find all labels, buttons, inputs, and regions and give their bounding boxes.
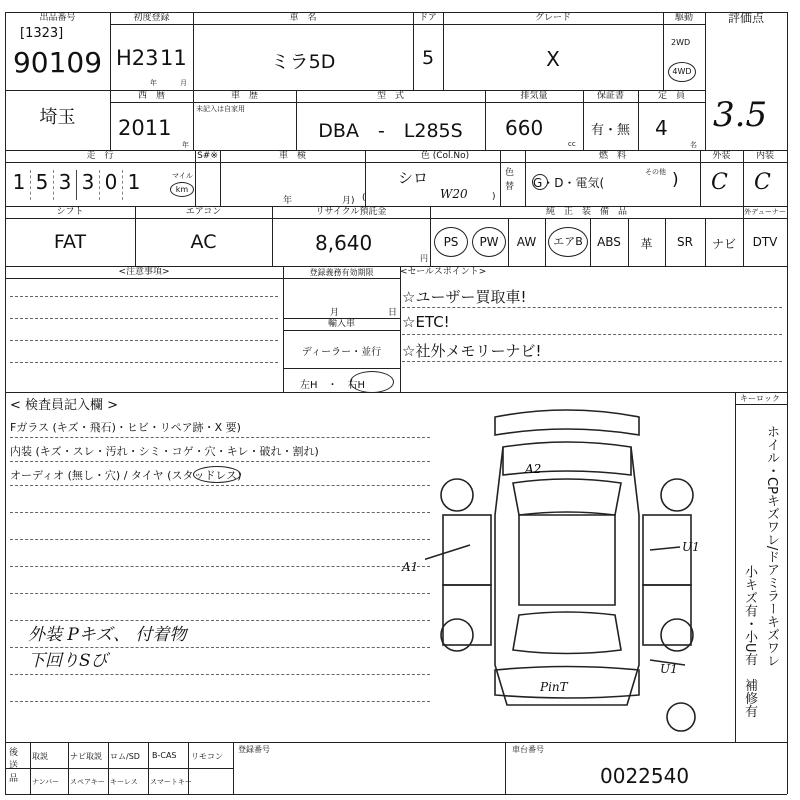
mile-unit: マイル [172,172,193,180]
lot-no-label: 出品番号 [39,13,76,23]
year: 2011 [118,116,172,140]
model-label: 型 式 [376,91,404,101]
deadline-day: 日 [388,308,398,318]
mileage-digit: 3 [54,170,77,200]
fuel-other: その他 [645,168,666,176]
left-door-front [443,515,491,585]
history-label: 車 歴 [230,91,258,101]
dealer-parallel: ディーラー・並行 [301,347,382,358]
equip-sr: SR [677,235,693,249]
disp-label: 排気量 [520,91,548,101]
equip-leather: 革 [640,237,653,251]
shaken-label: 車 検 [278,151,306,161]
spare-wheel [667,703,695,731]
model: DBA - L285S [318,120,463,142]
vertical-note-1: ホイル・CPキズワレ/ドアミラーキズワレ [764,425,779,668]
equip-pw: PW [472,227,506,257]
reg-month-unit: 月 [180,79,187,87]
fuel-close: ) [672,170,679,190]
car-name-label: 車 名 [289,13,317,23]
reg-deadline-label: 登録義務有効期限 [309,268,374,277]
capacity: 4 [655,116,668,140]
right-hand-circle [350,371,394,393]
mark-a2: A2 [525,462,542,476]
windshield [513,479,621,515]
score: 3.5 [713,95,768,135]
a1-pointer [425,545,470,565]
shaken-open: ( [362,193,366,203]
capacity-label: 定 員 [657,91,685,101]
inspection-interior: 内装 (キズ・スレ・汚れ・シミ・コゲ・穴・キレ・破れ・割れ) [10,445,319,458]
warranty-label: 保証書 [596,91,624,101]
caution-label: <注意事項> [118,267,170,277]
footer-item: ロム/SD [110,752,140,761]
handwritten-note-1: 外装 Pキズ、 付着物 [28,625,187,645]
drive-2wd: 2WD [671,38,691,47]
year-suffix: 年 [182,141,189,149]
reg-year-unit: 年 [150,79,157,87]
footer-item: ナンバー [32,778,60,786]
wheel-front-left [441,479,473,511]
reg-month: 11 [160,46,187,70]
prefecture: 埼玉 [39,107,76,128]
front-bumper [495,410,639,435]
footer-item: リモコン [191,752,223,761]
inspection-title: < 検査員記入欄 > [10,398,119,413]
reg-no-label: 登録番号 [238,745,270,754]
handwritten-note-2: 下回りSび [28,651,108,671]
yen-unit: 円 [420,254,428,263]
grade: X [546,47,560,71]
side-label: 後送品 [9,748,19,784]
mileage-digit: 3 [77,170,100,200]
footer-item: B-CAS [152,751,177,760]
mark-a1: A1 [402,560,419,574]
mileage-digit: 1 [8,170,31,200]
mileage [8,170,173,200]
ac-label: エアコン [185,207,222,217]
score-label: 評価点 [727,11,764,25]
drive-label: 駆動 [674,13,693,23]
reg-label: 初度登録 [133,13,170,23]
equip-ps: PS [434,227,468,257]
mark-u1-right: U1 [682,540,700,554]
displacement: 660 [505,116,544,140]
footer-item: 取説 [32,752,48,761]
handle-side: 左H ・ 右H [300,380,366,391]
right-door-rear [643,585,691,645]
equip-airbag: エアB [548,227,588,257]
color-label: 色 (Col.No) [420,151,470,161]
color-close: ) [492,192,496,202]
equip-abs: ABS [597,235,621,249]
sales-point: ☆ユーザー買取車! [402,288,527,306]
ref-no: [1323] [20,26,64,41]
mark-u1-rear: U1 [660,662,678,676]
color-code: W20 [440,187,468,201]
ext-grade: C [711,170,728,195]
grade-label: グレード [534,13,571,23]
mileage-label: 走 行 [86,151,114,161]
doors: 5 [421,47,435,69]
rear-glass [513,612,621,654]
chassis-label: 車台番号 [512,745,544,754]
sales-label: <セールスポイント> [400,267,487,277]
left-door-rear [443,585,491,645]
km-unit-circled: km [170,182,194,197]
inspection-audio: オーディオ (無し・穴) / タイヤ (スタッドレス) [10,469,242,482]
footer-item: ナビ取説 [70,752,102,761]
import-label: 輸入車 [327,319,355,329]
fuel-g-circle [532,174,548,190]
fuel: G・D・電気( [533,176,605,190]
roof [519,515,615,605]
studless-circle [193,466,241,483]
cc-unit: cc [568,140,576,148]
chassis-no: 0022540 [600,764,690,788]
equip-dtv: DTV [752,235,778,249]
tuner-label: 外デューナー [744,208,786,216]
sales-point: ☆社外メモリーナビ! [402,342,542,360]
int-label: 内装 [755,151,774,161]
mileage-digit: 0 [100,170,123,200]
footer-item: スマートキー [150,778,192,786]
deadline-month: 月 [330,308,340,318]
year-label: 西 暦 [137,91,165,101]
mileage-digit: 1 [127,170,141,194]
equip-aw: AW [516,235,537,249]
ac: AC [190,231,217,253]
lot-no: 90109 [12,46,103,79]
key-lock-label: キーロック [740,394,780,403]
color-change-label: 色替 [505,168,515,192]
inspection-glass: Fガラス (キズ・飛石)・ヒビ・リペア跡・X 要) [10,421,241,434]
wheel-rear-left [441,619,473,651]
footer-item: キーレス [110,778,138,786]
shift-label: シフト [56,207,84,217]
history-sub: 未記入は自家用 [196,105,245,113]
recycle-label: リサイクル預託金 [315,207,387,217]
shift: FAT [53,231,87,253]
shaken-year: 年 [283,196,293,206]
color: シロ [398,169,429,187]
drive-4wd-circled: 4WD [668,62,696,82]
int-grade: C [754,170,771,195]
fuel-label: 燃 料 [598,151,626,161]
wheel-rear-right [661,619,693,651]
recycle: 8,640 [315,231,373,255]
shaken-month: 月) [342,196,355,206]
mileage-digit: 5 [31,170,54,200]
warranty: 有・無 [590,123,630,138]
ext-label: 外装 [712,151,731,161]
hood [503,442,631,475]
vertical-note-2: 小キズ有・小U有 補修有 [742,565,757,718]
footer-item: スペアキー [70,778,105,786]
capacity-unit: 名 [690,141,697,149]
wheel-front-right [661,479,693,511]
serial-label: S#※ [197,151,218,161]
equip-navi: ナビ [711,237,736,251]
equip-label: 純 正 装 備 品 [545,207,627,217]
u1-pointer-1 [650,547,680,550]
car-name: ミラ5D [270,51,336,73]
door-label: ドア [419,13,437,23]
reg-era: H23 [116,46,159,70]
mark-pint: PinT [540,680,568,694]
sales-point: ☆ETC! [402,313,450,331]
